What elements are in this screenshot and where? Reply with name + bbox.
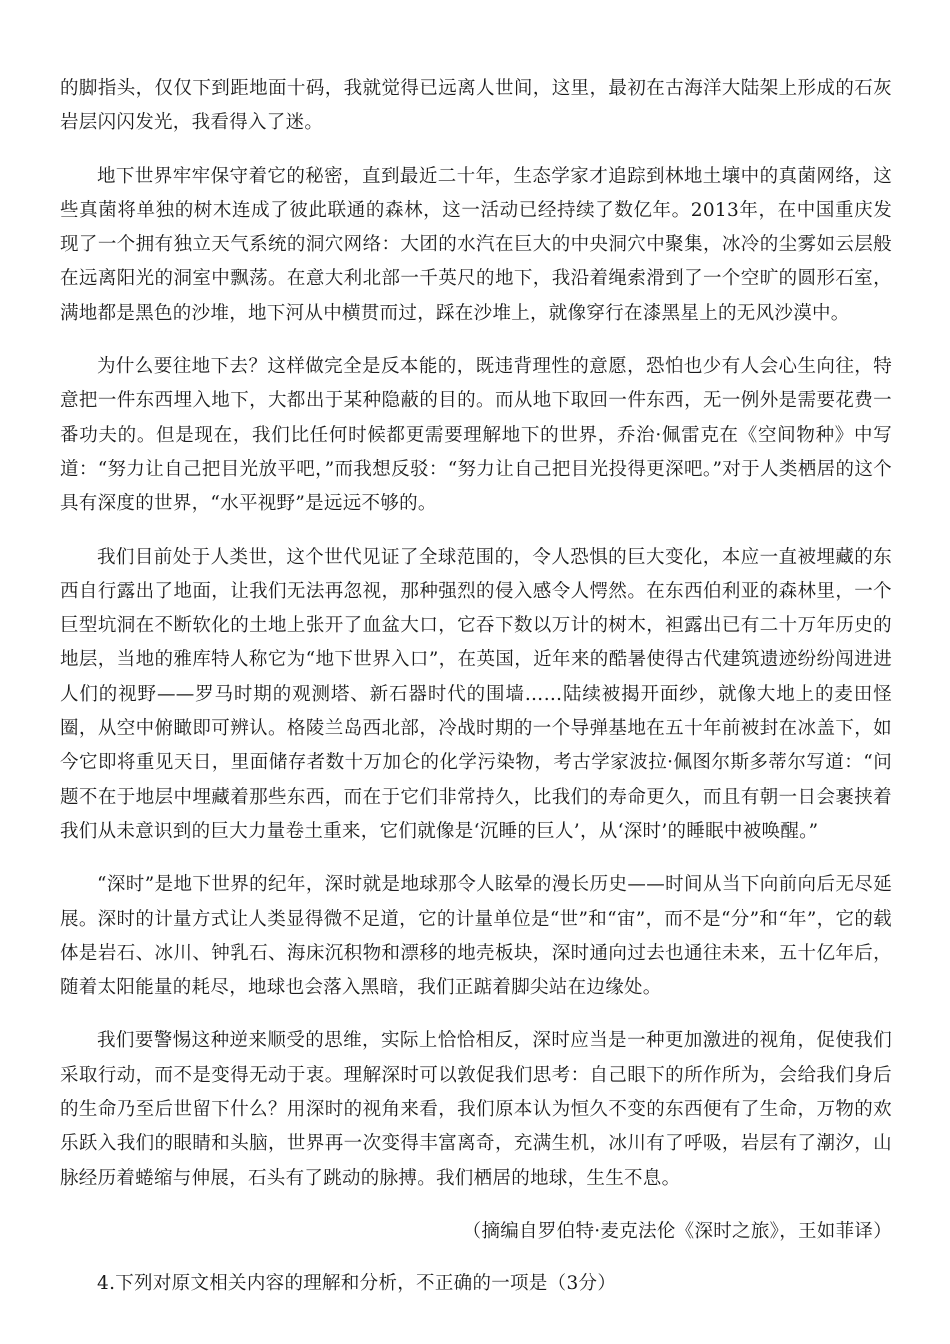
paragraph-6: 我们要警惕这种逆来顺受的思维，实际上恰恰相反，深时应当是一种更加激进的视角，促使我们采取行动，而不是变得无动于衷。理解深时可以敦促我们思考：自己眼下的所作所为，会给我们身后的生命乃至后世留下什么？用深时的视角来看，我们原本认为恒久不变的东西便有了生命，万物的欢乐跃入我们的眼睛和头脑，世界再一次变得丰富离奇，充满生机，冰川有了呼吸，岩层有了潮汐，山脉经历着蜷缩与伸展，石头有了跳动的脉搏。我们栖居的地球，生生不息。 [60, 1030, 892, 1189]
question-4: 4.下列对原文相关内容的理解和分析，不正确的一项是（3分） [97, 1272, 617, 1294]
paragraph-1: 的脚指头，仅仅下到距地面十码，我就觉得已远离人世间，这里，最初在古海洋大陆架上形成的石灰岩层闪闪发光，我看得入了迷。 [60, 78, 892, 134]
document-page [60, 72, 892, 1301]
paragraph-3: 为什么要往地下去？这样做完全是反本能的，既违背理性的意愿，恐怕也少有人会心生向往，特意把一件东西埋入地下，大都出于某种隐蔽的目的。而从地下取回一件东西，无一例外是需要花费一番功夫的。但是现在，我们比任何时候都更需要理解地下的世界，乔治·佩雷克在《空间物种》中写道：“努力让自己把目光放平吧，”而我想反驳：“努力让自己把目光投得更深吧。”对于人类栖居的这个具有深度的世界，“水平视野”是远远不够的。 [60, 356, 892, 515]
paragraph-5: “深时”是地下世界的纪年，深时就是地球那令人眩晕的漫长历史——时间从当下向前向后无尽延展。深时的计量方式让人类显得微不足道，它的计量单位是“世”和“宙”，而不是“分”和“年”，它的载体是岩石、冰川、钟乳石、海床沉积物和漂移的地壳板块，深时通向过去也通往未来，五十亿年后，随着太阳能量的耗尽，地球也会落入黑暗，我们正踮着脚尖站在边缘处。 [60, 874, 892, 999]
paragraph-2: 地下世界牢牢保守着它的秘密，直到最近二十年，生态学家才追踪到林地土壤中的真菌网络，这些真菌将单独的树木连成了彼此联通的森林，这一活动已经持续了数亿年。2013年，在中国重庆发现了一个拥有独立天气系统的洞穴网络：大团的水汽在巨大的中央洞穴中聚集，冰冷的尘雾如云层般在远离阳光的洞室中飘荡。在意大利北部一千英尺的地下，我沿着绳索滑到了一个空旷的圆形石室，满地都是黑色的沙堆，地下河从中横贯而过，踩在沙堆上，就像穿行在漆黑星上的无风沙漠中。 [60, 165, 892, 324]
paragraph-4: 我们目前处于人类世，这个世代见证了全球范围的，令人恐惧的巨大变化，本应一直被埋藏的东西自行露出了地面，让我们无法再忽视，那种强烈的侵入感令人愕然。在东西伯利亚的森林里，一个巨型坑洞在不断软化的土地上张开了血盆大口，它吞下数以万计的树木，袒露出已有二十万年历史的地层，当地的雅库特人称它为“地下世界入口”，在英国，近年来的酷暑使得古代建筑遗迹纷纷闯进进人们的视野——罗马时期的观测塔、新石器时代的围墙……陆续被揭开面纱，就像大地上的麦田怪圈，从空中俯瞰即可辨认。格陵兰岛西北部，冷战时期的一个导弹基地在五十年前被封在冰盖下，如今它即将重见天日，里面储存者数十万加仑的化学污染物，考古学家波拉·佩图尔斯多蒂尔写道：“问题不在于地层中埋藏着那些东西，而在于它们非常持久，比我们的寿命更久，而且有朝一日会裹挟着我们从未意识到的巨大力量卷土重来，它们就像是‘沉睡的巨人’，从‘深时’的睡眠中被唤醒。” [60, 546, 892, 842]
source-citation: （摘编自罗伯特·麦克法伦《深时之旅》，王如菲译） [462, 1220, 892, 1242]
